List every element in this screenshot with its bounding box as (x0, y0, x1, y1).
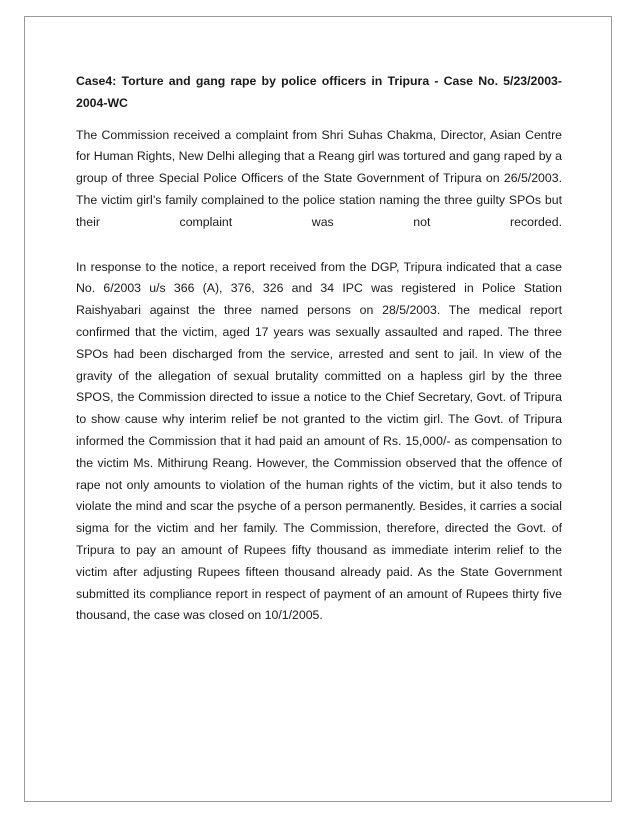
paragraph-response: In response to the notice, a report received from the DGP, Tripura indicated that a case No. 6/2003 u/s 366 (A), 376, 326 and 34 IPC was registered in Police Station Raishyabari against the three named persons on 28/5/2003. The medical report confirmed that the victim, aged 17 years was sexually assaulted and raped. The three SPOs had been discharged from the service, arrested and sent to jail. In view of the gravity of the allegation of sexual brutality committed on a hapless girl by the three SPOS, the Commission directed to issue a notice to the Chief Secretary, Govt. of Tripura to show cause why interim relief be not granted to the victim girl. The Govt. of Tripura informed the Commission that it had paid an amount of Rs. 15,000/- as compensation to the victim Ms. Mithirung Reang. However, the Commission observed that the offence of rape not only amounts to violation of the human rights of the victim, but it also tends to violate the mind and scar the psyche of a person permanently. Besides, it carries a social sigma for the victim and her family. The Commission, therefore, directed the Govt. of Tripura to pay an amount of Rupees fifty thousand as immediate interim relief to the victim after adjusting Rupees fifteen thousand already paid. As the State Government submitted its compliance report in respect of payment of an amount of Rupees thirty five thousand, the case was closed on 10/1/2005. (76, 259, 562, 623)
case-title: Case4: Torture and gang rape by police officers in Tripura - Case No. 5/23/2003-2004-WC (76, 74, 562, 110)
document-body (76, 71, 562, 627)
paragraph-complaint: The Commission received a complaint from Shri Suhas Chakma, Director, Asian Centre for Human Rights, New Delhi alleging that a Reang girl was tortured and gang raped by a group of three Special Police Officers of the State Government of Tripura on 26/5/2003. The victim girl’s family complained to the police station naming the three guilty SPOs but their complaint was not recorded. (76, 127, 562, 229)
